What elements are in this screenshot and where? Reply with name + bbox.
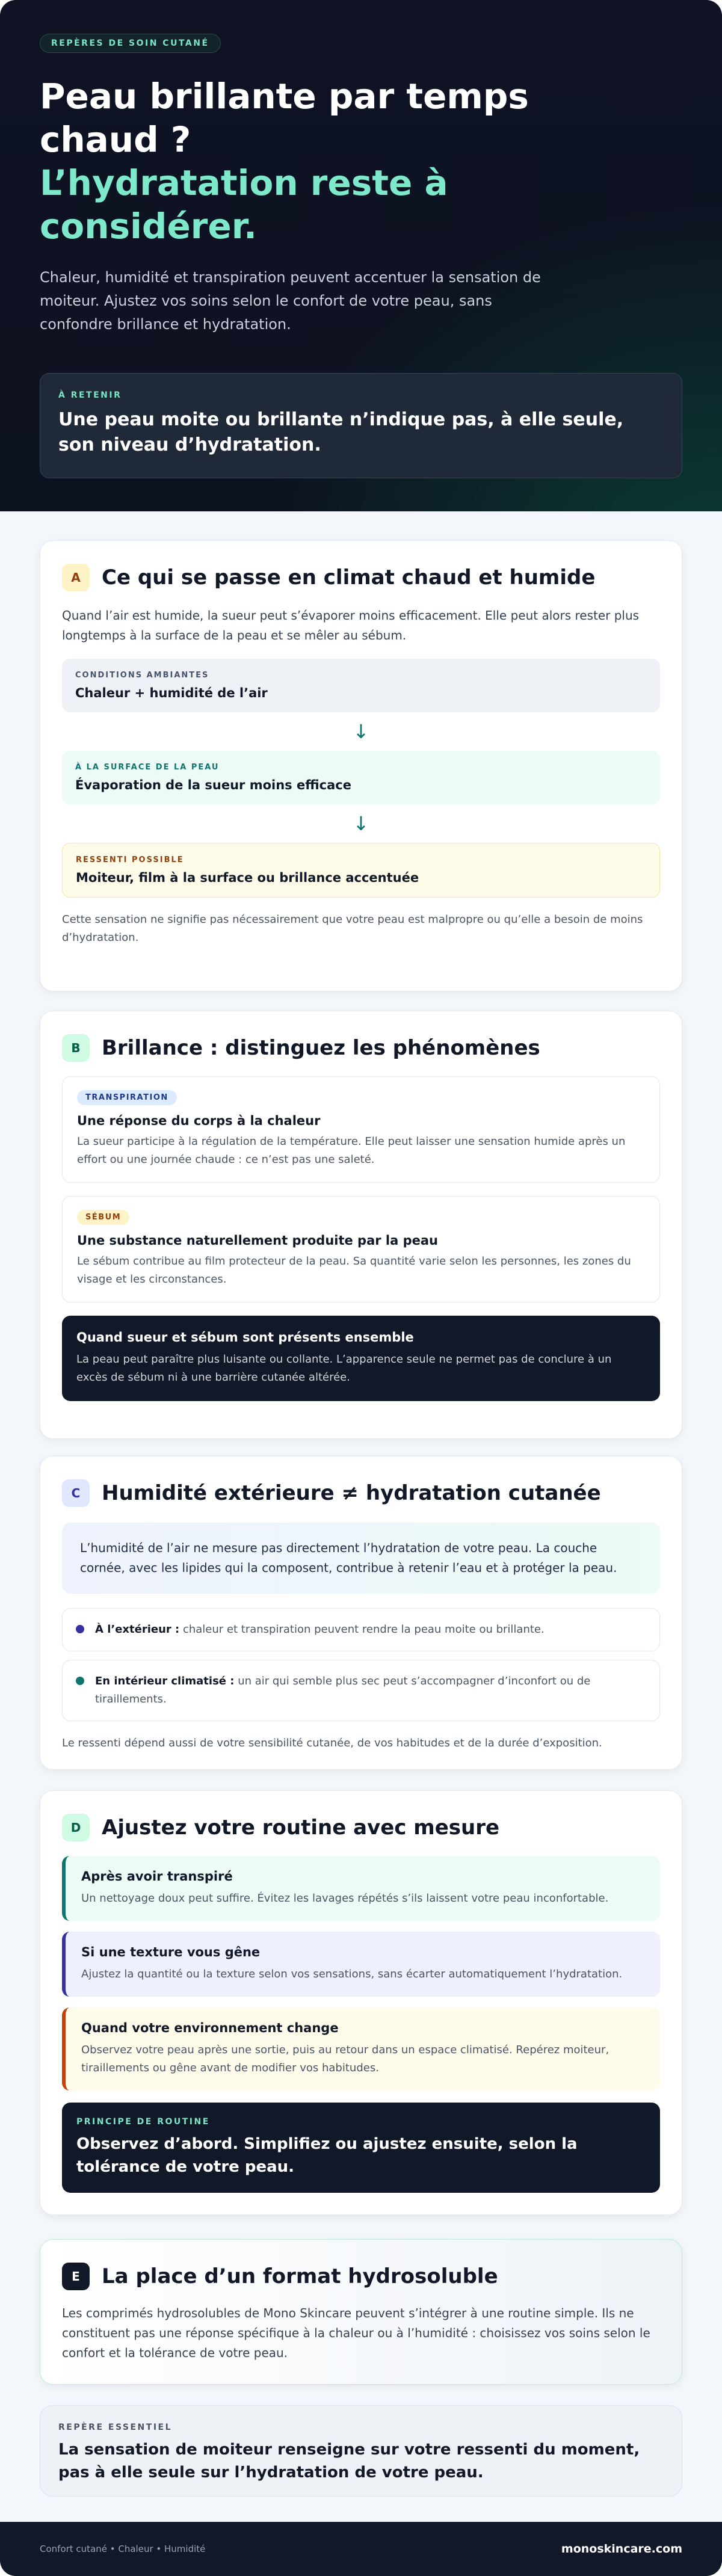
section-b-title: Brillance : distinguez les phénomènes [102, 1036, 540, 1060]
section-d-badge: D [62, 1814, 90, 1841]
section-a-badge: A [62, 564, 90, 591]
routine-tip-body: Observez votre peau après une sortie, puis au retour dans un espace climatisé. Repérez moiteur, tiraillements ou gêne avant de modifier vos habitudes. [81, 2044, 609, 2074]
section-c [40, 1456, 682, 1770]
section-e [40, 2239, 682, 2385]
section-b [40, 1011, 682, 1439]
context-item-text: chaleur et transpiration peuvent rendre la peau moite ou brillante. [179, 1623, 545, 1636]
context-item [62, 1660, 660, 1721]
hero-title-accent: L’hydratation reste à considérer. [40, 162, 448, 247]
section-a-title: Ce qui se passe en climat chaud et humide [102, 565, 596, 590]
section-c-note: Le ressenti dépend aussi de votre sensibilité cutanée, de vos habitudes et de la durée d’exposition. [62, 1737, 602, 1749]
principle-box [62, 2103, 660, 2193]
section-a [40, 540, 682, 991]
flow-step-label: À LA SURFACE DE LA PEAU [75, 763, 220, 772]
routine-tip-title: Quand votre environnement change [81, 2021, 339, 2035]
flow-step [62, 659, 660, 712]
section-e-body: Les comprimés hydrosolubles de Mono Skincare peuvent s’intégrer à une routine simple. Ils ne constituent pas une réponse spécifique à la chaleur ou à l’humidité : choisissez vos soins selon le confort et la tolérance de votre peau. [62, 2306, 650, 2360]
info-box-body: Le sébum contribue au film protecteur de la peau. Sa quantité varie selon les personnes, les zones du visage et les circonstances. [77, 1255, 631, 1286]
combined-box-title: Quand sueur et sébum sont présents ensemble [76, 1330, 414, 1345]
flow-step-text: Chaleur + humidité de l’air [75, 686, 268, 700]
principle-label: PRINCIPE DE ROUTINE [76, 2117, 210, 2127]
flow-step-label: RESSENTI POSSIBLE [76, 855, 184, 864]
retain-label: À RETENIR [58, 390, 122, 400]
flow-step-text: Évaporation de la sueur moins efficace [75, 778, 351, 792]
essential-label: REPÈRE ESSENTIEL [58, 2423, 173, 2432]
flow-step [62, 751, 660, 804]
context-item-label: À l’extérieur : [95, 1623, 180, 1636]
routine-tip [62, 1856, 660, 1921]
routine-tip-title: Si une texture vous gêne [81, 1945, 261, 1959]
section-e-header [62, 2261, 660, 2291]
routine-tip [62, 2007, 660, 2091]
section-c-title: Humidité extérieure ≠ hydratation cutanée [102, 1481, 601, 1505]
section-c-badge: C [62, 1479, 90, 1507]
context-item-label: En intérieur climatisé : [95, 1675, 235, 1687]
quote-text: L’humidité de l’air ne mesure pas directement l’hydratation de votre peau. La couche cornée, avec les lipides qui la composent, contribue à retenir l’eau et à protéger la peau. [80, 1541, 617, 1575]
tag-badge: SÉBUM [77, 1210, 129, 1225]
section-d-header [62, 1813, 660, 1843]
section-e-title: La place d’un format hydrosoluble [102, 2264, 498, 2288]
section-b-badge: B [62, 1034, 90, 1062]
footer-site-link[interactable]: monoskincare.com [561, 2542, 682, 2556]
bullet-dot-icon [76, 1625, 84, 1633]
footer [0, 2522, 722, 2576]
essential-box [40, 2405, 682, 2497]
section-b-header [62, 1033, 660, 1063]
combined-box-body: La peau peut paraître plus luisante ou collante. L’apparence seule ne permet pas de conclure à un excès de sébum ni à une barrière cutanée altérée. [76, 1353, 612, 1384]
section-e-badge: E [62, 2263, 90, 2290]
routine-tip-body: Un nettoyage doux peut suffire. Évitez les lavages répétés s’ils laissent votre peau inconfortable. [81, 1892, 609, 1905]
section-a-note: Cette sensation ne signifie pas nécessairement que votre peau est malpropre ou qu’elle a besoin de moins d’hydratation. [62, 913, 643, 944]
section-a-intro: Quand l’air est humide, la sueur peut s’évaporer moins efficacement. Elle peut alors rester plus longtemps à la surface de la peau et se mêler au sébum. [62, 608, 640, 642]
info-box [62, 1196, 660, 1302]
context-item [62, 1608, 660, 1651]
combined-box [62, 1316, 660, 1401]
retain-text: Une peau moite ou brillante n’indique pas, à elle seule, son niveau d’hydratation. [58, 409, 624, 455]
routine-tip-body: Ajustez la quantité ou la texture selon vos sensations, sans écarter automatiquement l’hydratation. [81, 1968, 623, 1980]
info-box-title: Une réponse du corps à la chaleur [77, 1114, 321, 1128]
bullet-dot-icon [76, 1677, 84, 1685]
arrow-down-icon: ↓ [353, 812, 369, 835]
quote-box [62, 1523, 660, 1594]
section-d [40, 1790, 682, 2215]
hero [0, 0, 722, 511]
section-d-title: Ajustez votre routine avec mesure [102, 1816, 500, 1840]
arrow-down-icon: ↓ [353, 720, 369, 743]
context-item-text: un air qui semble plus sec peut s’accompagner d’inconfort ou de tiraillements. [95, 1675, 591, 1706]
info-box [62, 1076, 660, 1183]
routine-tip-title: Après avoir transpiré [81, 1869, 233, 1884]
flow-step-text: Moiteur, film à la surface ou brillance accentuée [76, 870, 419, 885]
flow-step-label: CONDITIONS AMBIANTES [75, 671, 209, 680]
info-box-body: La sueur participe à la régulation de la température. Elle peut laisser une sensation humide après un effort ou une journée chaude : ce n’est pas une saleté. [77, 1135, 626, 1166]
hero-title: Peau brillante par temps chaud ? [40, 76, 529, 160]
section-a-header [62, 562, 660, 593]
principle-text: Observez d’abord. Simplifiez ou ajustez ensuite, selon la tolérance de votre peau. [76, 2135, 578, 2176]
info-box-title: Une substance naturellement produite par la peau [77, 1233, 439, 1248]
routine-tip [62, 1932, 660, 1997]
flow-step [62, 843, 660, 898]
section-c-header [62, 1478, 660, 1508]
footer-topics: Confort cutané • Chaleur • Humidité [40, 2544, 206, 2554]
tag-badge: TRANSPIRATION [77, 1090, 177, 1105]
hero-lead: Chaleur, humidité et transpiration peuvent accentuer la sensation de moiteur. Ajustez vos soins selon le confort de votre peau, sans confondre brillance et hydratation. [40, 269, 541, 333]
retain-box [40, 373, 682, 478]
category-pill: REPÈRES DE SOIN CUTANÉ [40, 34, 221, 53]
essential-text: La sensation de moiteur renseigne sur votre ressenti du moment, pas à elle seule sur l’hydratation de votre peau. [58, 2441, 640, 2482]
